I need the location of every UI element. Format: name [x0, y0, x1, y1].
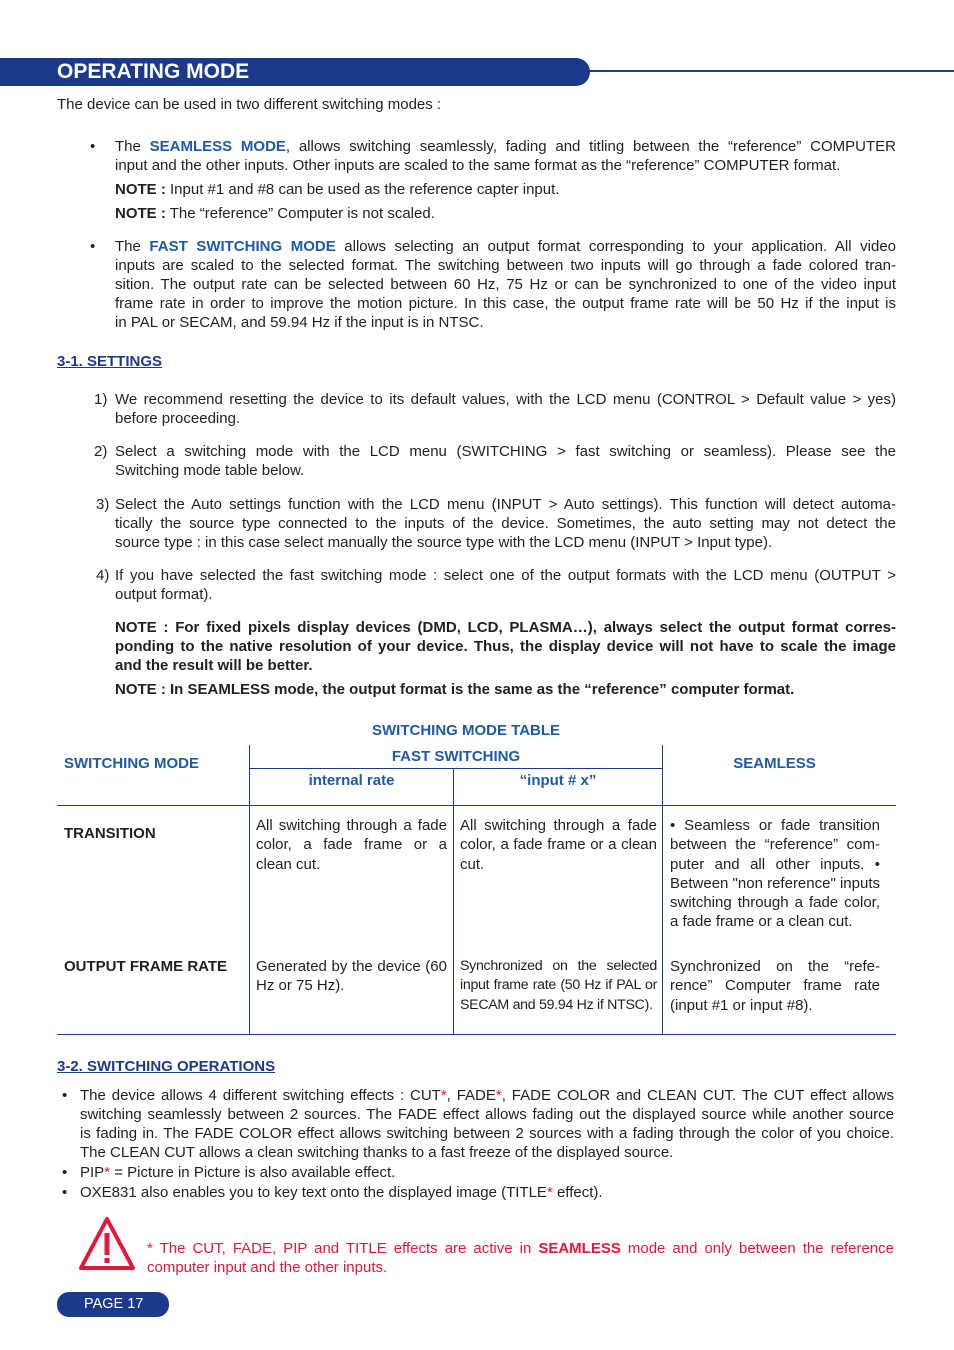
warning-note: * The CUT, FADE, PIP and TITLE effects are active in SEAMLESS mode and only between the reference computer input and the other inputs.: [147, 1240, 894, 1276]
table-cell: • Seamless or fade transition between the “reference” com-puter and all other inputs. • Between "non reference" inputs switching through a fade color, a fade frame or a clean cut.: [670, 817, 880, 931]
operations-bullet-pip: PIP* = Picture in Picture is also available effect.: [80, 1164, 396, 1181]
note-seamless-format: NOTE : In SEAMLESS mode, the output format is the same as the “reference” computer format.: [115, 681, 795, 698]
seamless-note-2: NOTE : The “reference” Computer is not scaled.: [115, 205, 435, 222]
step-1: We recommend resetting the device to its default values, with the LCD menu (CONTROL > Default value > yes) before proceeding.: [115, 391, 896, 427]
table-title: SWITCHING MODE TABLE: [372, 722, 561, 739]
row-header-transition: TRANSITION: [64, 825, 156, 842]
step-3: Select the Auto settings function with the LCD menu (INPUT > Auto settings). This function will detect automa- tically the source type connected to the inputs of the device. Sometimes, the auto setting may not detect the source type : in this case select manually the source type with the LCD menu (INPUT > Input type).: [115, 496, 896, 551]
table-cell: Generated by the device (60 Hz or 75 Hz).: [256, 958, 447, 995]
bullet-dot: •: [62, 1184, 68, 1201]
seamless-mode-paragraph: The SEAMLESS MODE, allows switching seamlessly, fading and titling between the “reference” COMPUTER input and the other inputs. Other inputs are scaled to the same format as the “reference” COMPUTER format.: [115, 138, 896, 174]
step-number: 2): [94, 443, 108, 460]
bullet-dot: •: [62, 1087, 68, 1104]
warning-triangle-icon: [78, 1216, 136, 1272]
col-header-internal-rate: internal rate: [308, 772, 395, 789]
col-header-switching-mode: SWITCHING MODE: [64, 755, 199, 772]
settings-heading: 3-1. SETTINGS: [57, 353, 163, 370]
step-number: 1): [94, 391, 108, 408]
bullet-dot: •: [90, 138, 96, 155]
intro-text: The device can be used in two different switching modes :: [57, 96, 442, 113]
bullet-dot: •: [90, 238, 96, 255]
step-number: 4): [96, 567, 110, 584]
col-header-input-x: “input # x”: [519, 772, 597, 789]
table-divider: [249, 745, 250, 1035]
operations-bullet-effects: The device allows 4 different switching effects : CUT*, FADE*, FADE COLOR and CLEAN CUT. The CUT effect allows switching seamlessly between 2 sources. The FADE effect allows fading out the displayed source while another source is fading in. The FADE COLOR effect allows switching between 2 sources with a fading through the color of you choice. The CLEAN CUT allows a clean switching thanks to a fast freeze of the displayed source.: [80, 1087, 894, 1161]
table-divider: [57, 1034, 896, 1035]
note-fixed-pixels: NOTE : For fixed pixels display devices (DMD, LCD, PLASMA…), always select the output format corres- ponding to the native resolution of your device. Thus, the display device will not have to scale the image and the result will be better.: [115, 619, 896, 674]
table-divider: [453, 768, 454, 1035]
table-cell: Synchronized on the “refe-rence” Computer frame rate (input #1 or input #8).: [670, 958, 880, 1014]
table-divider: [662, 745, 663, 1035]
header-rule: [585, 70, 954, 72]
page-number-badge: PAGE 17: [57, 1292, 169, 1317]
bullet-dot: •: [62, 1164, 68, 1181]
page-title: OPERATING MODE: [57, 60, 250, 83]
table-cell: All switching through a fade color, a fade frame or a clean cut.: [460, 817, 657, 873]
step-2: Select a switching mode with the LCD menu (SWITCHING > fast switching or seamless). Please see the Switching mode table below.: [115, 443, 896, 479]
table-divider: [57, 805, 896, 806]
fast-mode-paragraph: The FAST SWITCHING MODE allows selecting an output format corresponding to your application. All video inputs are scaled to the selected format. The switching between two inputs will go through a fade colored tran- sition. The output rate can be selected between 60 Hz, 75 Hz or can be synchronized to one of the video input frame rate in order to improve the motion picture. In this case, the output frame rate will be 50 Hz if the input is in PAL or SECAM, and 59.94 Hz if the input is in NTSC.: [115, 238, 897, 331]
operations-heading: 3-2. SWITCHING OPERATIONS: [57, 1058, 276, 1075]
table-cell: All switching through a fade color, a fade frame or a clean cut.: [256, 817, 447, 873]
row-header-output-frame-rate: OUTPUT FRAME RATE: [64, 958, 228, 975]
step-number: 3): [96, 496, 110, 513]
table-divider: [249, 768, 663, 769]
step-4: If you have selected the fast switching mode : select one of the output formats with the LCD menu (OUTPUT > output format).: [115, 567, 896, 603]
seamless-mode-name: SEAMLESS MODE: [149, 138, 286, 155]
col-header-fast-switching: FAST SWITCHING: [391, 748, 521, 765]
fast-mode-name: FAST SWITCHING MODE: [149, 238, 336, 255]
table-cell: Synchronized on the selected input frame rate (50 Hz if PAL or SECAM and 59.94 Hz if NTSC).: [460, 958, 657, 1013]
col-header-seamless: SEAMLESS: [733, 755, 816, 772]
operations-bullet-title: OXE831 also enables you to key text onto the displayed image (TITLE* effect).: [80, 1184, 603, 1201]
seamless-note-1: NOTE : Input #1 and #8 can be used as the reference capter input.: [115, 181, 560, 198]
